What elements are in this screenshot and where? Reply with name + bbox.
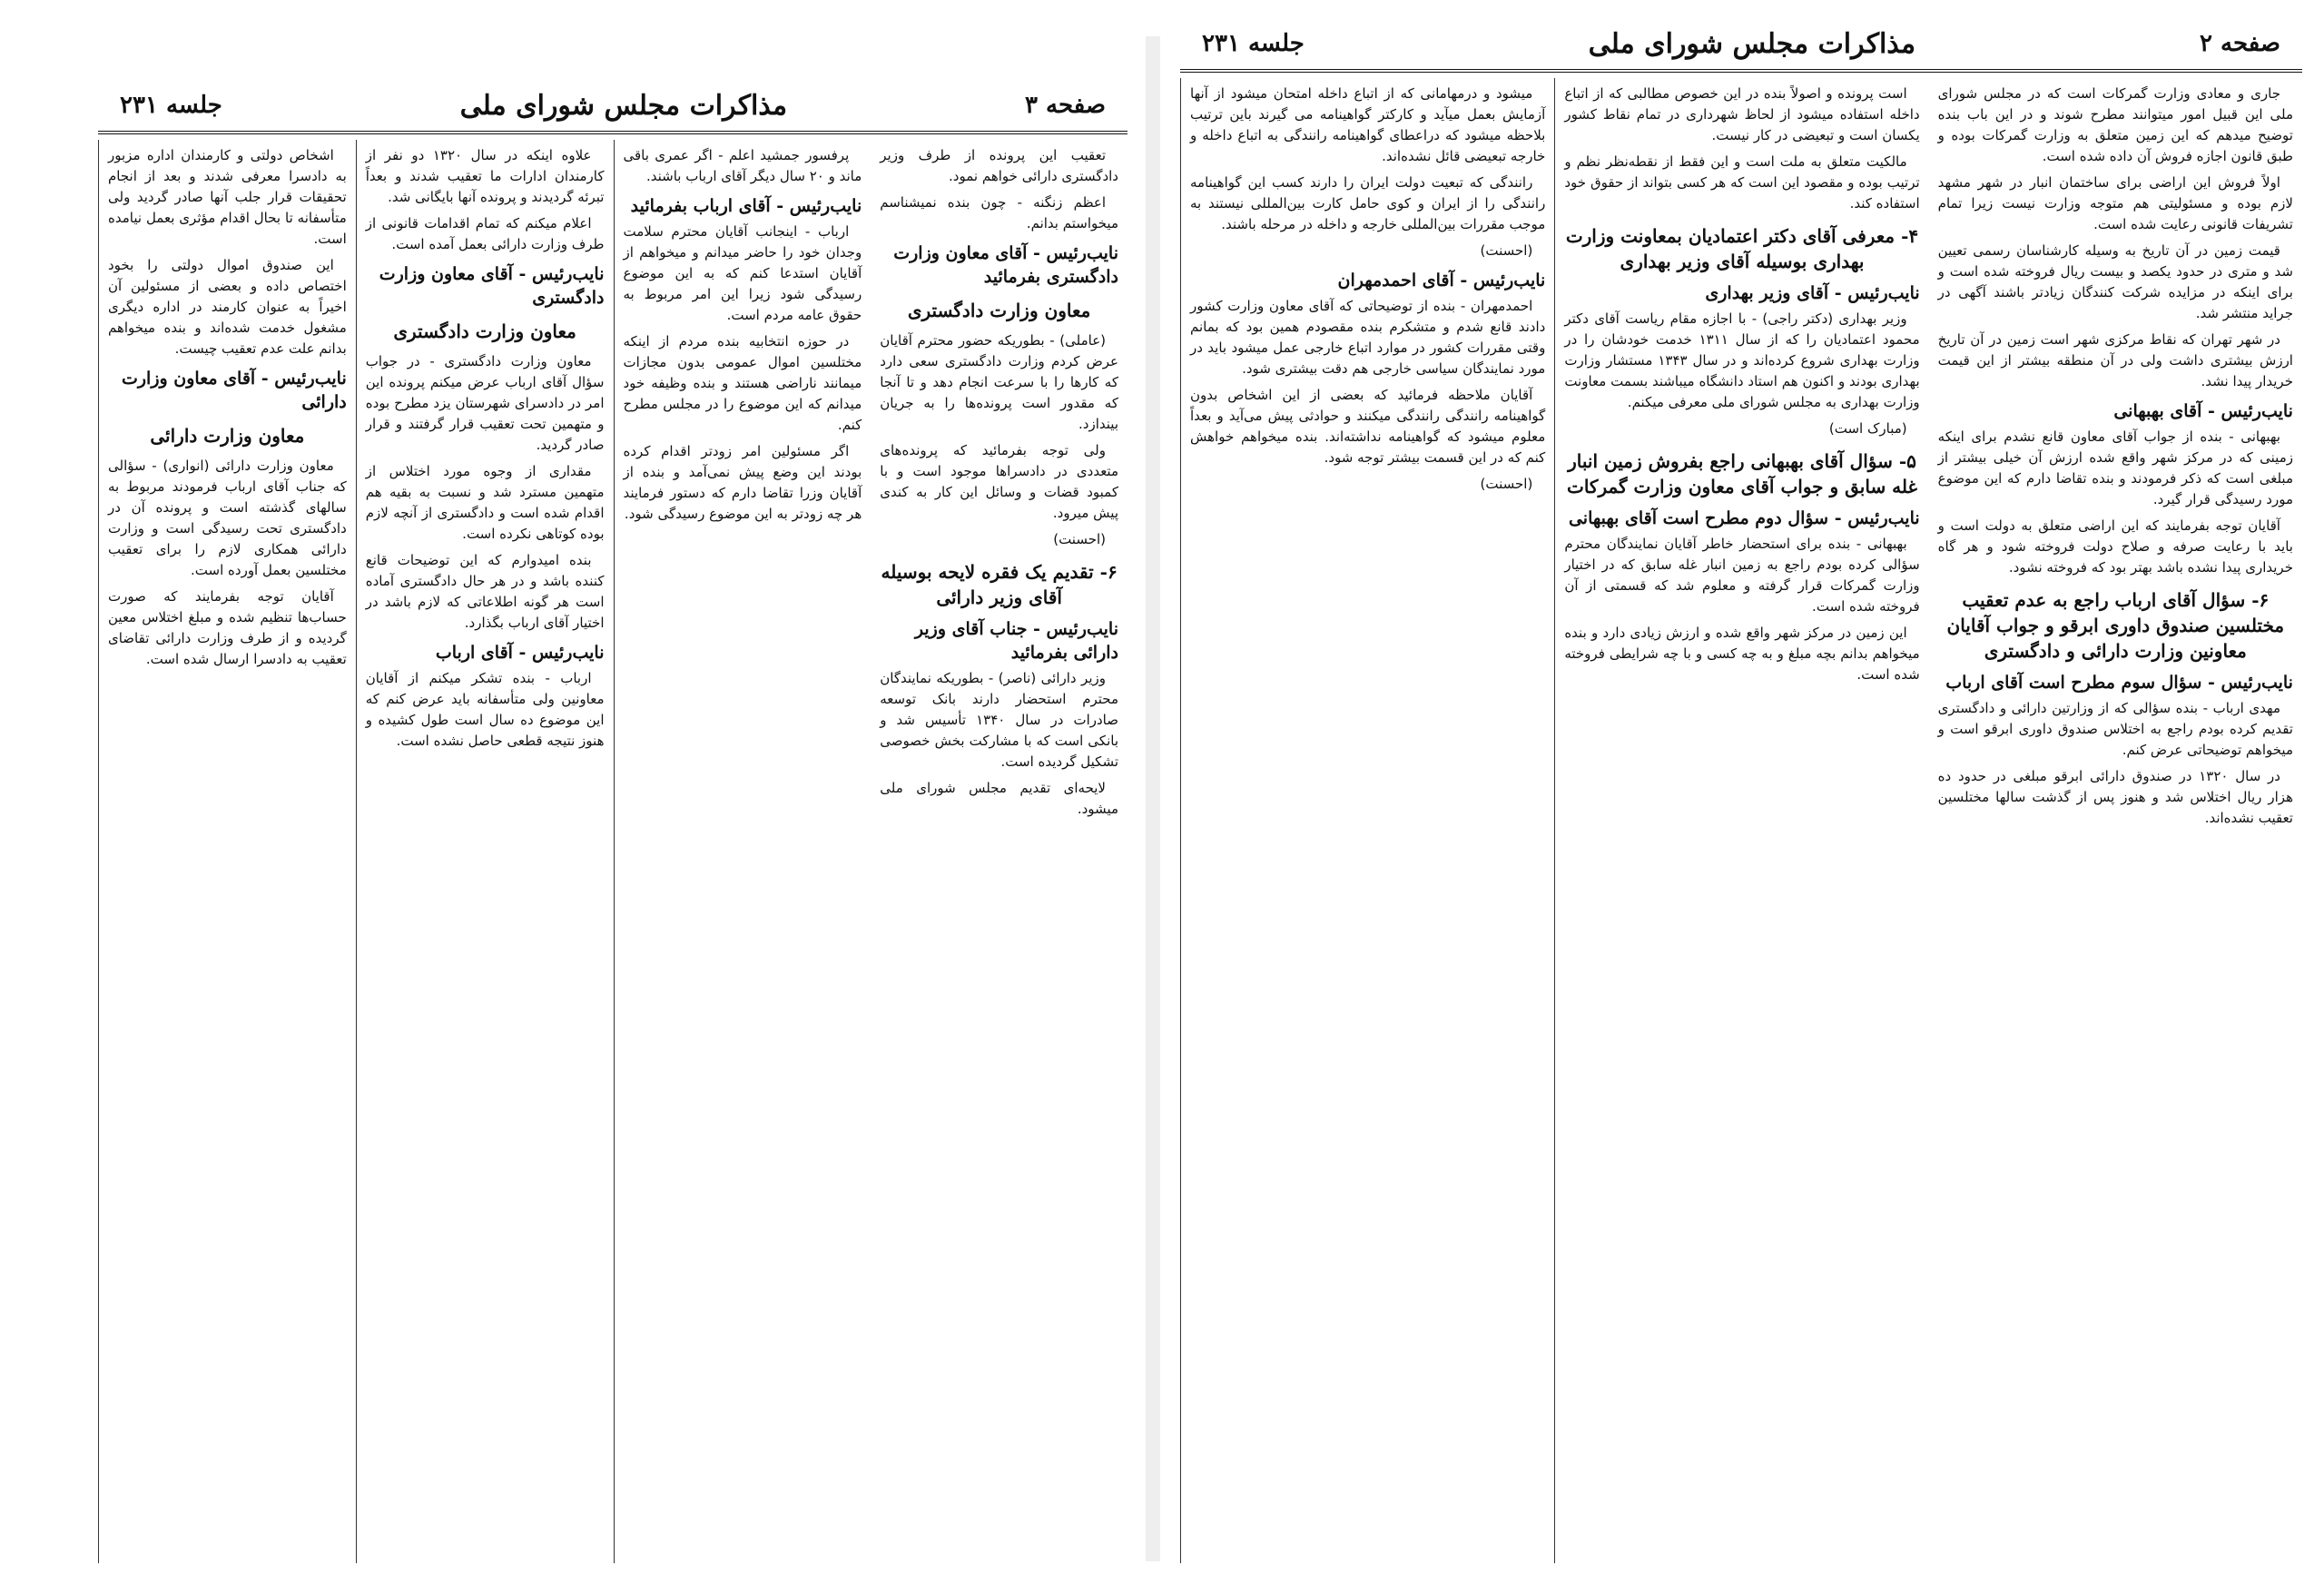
section-heading: معاون وزارت دادگستری — [393, 320, 576, 342]
paragraph: مقداری از وجوه مورد اختلاس از متهمین مسترد شد و نسبت به بقیه هم اقدام شده است و دادگستری از آنچه لازم بوده کوتاهی نکرده است. — [365, 463, 605, 542]
paragraph: ارباب - بنده تشکر میکنم از آقایان معاونین ولی متأسفانه باید عرض کنم که این موضوع ده سال است طول کشیده و هنوز نتیجه قطعی حاصل نشده است. — [365, 670, 605, 749]
paragraph: اشخاص دولتی و کارمندان اداره مزبور به دادسرا معرفی شدند و بعد از انجام تحقیقات قرار جلب آنها صادر گردید ولی متأسفانه تا بحال اقدام مؤثری بعمل نیامده است. — [108, 147, 347, 247]
paragraph: تعقیب این پرونده از طرف وزیر دادگستری دارائی خواهم نمود. — [880, 147, 1118, 184]
paragraph: مالکیت متعلق به ملت است و این فقط از نقطه‌نظر نظم و ترتیب بوده و مقصود این است که هر کسی بتواند از حقوق خود استفاده کند. — [1564, 153, 1920, 212]
section-heading: ۶- تقدیم یک فقره لایحه بوسیله آقای وزیر دارائی — [881, 561, 1118, 608]
speaker-label: نایب‌رئیس - آقای احمدمهران — [1337, 271, 1546, 290]
paragraph: احمدمهران - بنده از توضیحاتی که آقای معاون وزارت کشور دادند قانع شدم و متشکرم بنده مقصودم همین بود که بمانم وقتی مقررات کشور در موارد اتباع خارجی عمل میشود باید در مورد نمایندگان سیاسی خارجی هم دقت بیشتری شود. — [1190, 298, 1546, 377]
speaker-label: نایب‌رئیس - جناب آقای وزیر دارائی بفرمائید — [914, 619, 1118, 663]
paragraph: لایحه‌ای تقدیم مجلس شورای ملی میشود. — [880, 780, 1118, 817]
section-heading: معاون وزارت دارائی — [150, 425, 305, 447]
paragraph: مهدی ارباب - بنده سؤالی که از وزارتین دارائی و دادگستری تقدیم کرده بودم راجع به اختلاس صندوق داوری ابرقو است و میخواهم توضیحاتی عرض کنم. — [1937, 700, 2293, 758]
speaker-label: نایب‌رئیس - آقای ارباب بفرمائید — [630, 196, 862, 216]
paragraph: پرفسور جمشید اعلم - اگر عمری باقی ماند و ۲۰ سال دیگر آقای ارباب باشند. — [623, 147, 862, 184]
speaker-label: نایب‌رئیس - سؤال دوم مطرح است آقای بهبهانی — [1568, 508, 1920, 528]
paragraph: معاون وزارت دادگستری - در جواب سؤال آقای ارباب عرض میکنم پرونده این امر در دادسرای شهرستان یزد مطرح بوده و متهمین تحت تعقیب قرار گرفتند و قرار صادر گردید. — [365, 353, 605, 453]
section-heading: ۶- سؤال آقای ارباب راجع به عدم تعقیب مختلسین صندوق داوری ابرقو و جواب آقایان معاونین وزارت دارائی و دادگستری — [1946, 589, 2285, 662]
paragraph: این زمین در مرکز شهر واقع شده و ارزش زیادی دارد و بنده میخواهم بدانم بچه مبلغ و به چه کسی و با چه شرایطی فروخته شده است. — [1564, 625, 1920, 683]
paragraph: میشود و درمهامانی که از اتباع داخله امتحان میشود از آنها آزمایش بعمل میآید و کارکتر گواهینامه می گیرند باین ترتیب بلاحظه میشود که دراعطای گواهینامه رانندگی به اتباع داخله و خارجه تبعیضی قائل نشده‌اند. — [1190, 85, 1546, 164]
speaker-label: نایب‌رئیس - آقای معاون وزارت دادگستری بفرمائید — [893, 243, 1118, 287]
paragraph: است پرونده و اصولاً بنده در این خصوص مطالبی که از اتباع داخله استفاده میشود از لحاظ شهرداری در تمام نقاط کشور یکسان است و تبعیضی در کار نیست. — [1564, 85, 1920, 143]
column-1 — [1180, 78, 1554, 1563]
session-number: جلسه ۲۳۱ — [120, 92, 222, 119]
speaker-label: نایب‌رئیس - آقای ارباب — [435, 643, 605, 663]
section-heading: معاون وزارت دادگستری — [907, 300, 1091, 321]
paragraph: در حوزه انتخابیه بنده مردم از اینکه مختلسین اموال عمومی بدون مجازات میمانند ناراضی هستند و بنده وظیفه خود میدانم که این موضوع را در مجلس مطرح کنم. — [623, 333, 862, 433]
speaker-label: نایب‌رئیس - آقای معاون وزارت دارائی — [121, 369, 347, 412]
paragraph: علاوه اینکه در سال ۱۳۲۰ دو نفر از کارمندان ادارات ما تعقیب شدند و بعداً تبرئه گردیدند و پرونده آنها بایگانی شد. — [365, 147, 605, 205]
section-heading: ۵- سؤال آقای بهبهانی راجع بفروش زمین انبار غله سابق و جواب آقای معاون وزارت گمرکات — [1567, 450, 1917, 497]
column-2 — [1554, 78, 1928, 1563]
page-number: صفحه ۲ — [2200, 30, 2280, 57]
paragraph: در شهر تهران که نقاط مرکزی شهر است زمین در آن تاریخ ارزش بیشتری داشت ولی در آن منطقه بیشتر از این قیمت خریدار پیدا نشد. — [1937, 331, 2293, 389]
right-page — [1162, 0, 2324, 1585]
paragraph: آقایان توجه بفرمایند که این اراضی متعلق به دولت است و باید با رعایت صرفه و صلاح دولت فروخته شود و هر گاه خریداری پیدا نشده باشد بهتر بود که فروخته نشود. — [1937, 517, 2293, 576]
paragraph: آقایان ملاحظه فرمائید که بعضی از این اشخاص بدون گواهینامه رانندگی رانندگی میکنند و حوادثی پیش می‌آید و بعداً معلوم میشود که گواهینامه نداشته‌اند. بنده میخواهم خواهش کنم که در این قسمت بیشتر توجه شود. — [1190, 387, 1546, 466]
column-2 — [356, 140, 614, 1563]
paragraph: در سال ۱۳۲۰ در صندوق دارائی ابرقو مبلغی در حدود ده هزار ریال اختلاس شد و هنوز پس از گذشت سالها مختلسین تعقیب نشده‌اند. — [1937, 768, 2293, 826]
paragraph: این صندوق اموال دولتی را بخود اختصاص داده و بعضی از مسئولین آن اخیراً به عنوان کارمند در اداره دیگری مشغول خدمت شده‌اند و بنده میخواهم بدانم علت عدم تعقیب چیست. — [108, 257, 347, 357]
speaker-label: نایب‌رئیس - آقای بهبهانی — [2113, 401, 2293, 421]
column-4 — [871, 140, 1128, 1563]
paragraph: ارباب - اینجانب آقایان محترم سلامت وجدان خود را حاضر میدانم و میخواهم از آقایان استدعا کنم که به این موضوع رسیدگی شود زیرا این امر مربوط به حقوق عامه مردم است. — [623, 223, 862, 323]
paragraph: وزیر دارائی (ناصر) - بطوریکه نمایندگان محترم استحضار دارند بانک توسعه صادرات در سال ۱۳۴۰ تأسیس شد و بانکی است که با مشارکت بخش خصوصی تشکیل گردیده است. — [880, 670, 1118, 770]
column-3 — [614, 140, 872, 1563]
paragraph: اگر مسئولین امر زودتر اقدام کرده بودند این وضع پیش نمی‌آمد و بنده از آقایان وزرا تقاضا دارم که دستور فرمایند هر چه زودتر به این موضوع رسیدگی شود. — [623, 443, 862, 522]
paragraph: (مبارک است) — [1828, 420, 1907, 437]
speaker-label: نایب‌رئیس - سؤال سوم مطرح است آقای ارباب — [1945, 673, 2293, 693]
right-page-columns — [1180, 78, 2302, 1563]
speaker-label: نایب‌رئیس - آقای وزیر بهداری — [1705, 283, 1920, 303]
paragraph: بهبهانی - بنده از جواب آقای معاون قانع نشدم برای اینکه زمینی که در مرکز شهر واقع شده ارزش آن خیلی بیشتر از مبلغی است که ذکر فرمودند و بنده تقاضا دارم که این موضوع مورد رسیدگی قرار گیرد. — [1937, 428, 2293, 507]
paragraph: وزیر بهداری (دکتر راجی) - با اجازه مقام ریاست آقای دکتر محمود اعتمادیان را که از سال ۱۳۱۱ خدمت خودشان را در وزارت بهداری شروع کرده‌اند و در سال ۱۳۴۳ مستشار وزارت بهداری بودند و اکنون هم استاد دانشگاه میباشند بسمت معاونت وزارت بهداری به مجلس شورای ملی معرفی میکنم. — [1564, 310, 1920, 410]
left-page-columns — [98, 140, 1128, 1563]
section-heading: ۴- معرفی آقای دکتر اعتمادیان بمعاونت وزارت بهداری بوسیله آقای وزیر بهداری — [1565, 225, 1919, 272]
paragraph: آقایان توجه بفرمایند که صورت حساب‌ها تنظیم شده و مبلغ اختلاس معین گردیده و از طرف وزارت دارائی تقاضای تعقیب به دادسرا ارسال شده است. — [108, 588, 347, 667]
left-page — [0, 0, 1153, 1585]
paragraph: اولاً فروش این اراضی برای ساختمان انبار در شهر مشهد لازم بوده و مسئولیتی هم متوجه وزارت نیست زیرا تمام تشریفات قانونی رعایت شده است. — [1937, 174, 2293, 232]
paragraph: بنده امیدوارم که این توضیحات قانع کننده باشد و در هر حال دادگستری آماده است هر گونه اطلاعاتی که لازم باشد در اختیار آقای ارباب بگذارد. — [365, 552, 605, 631]
paragraph: (احسنت) — [1480, 242, 1533, 259]
speaker-label: نایب‌رئیس - آقای معاون وزارت دادگستری — [379, 264, 605, 308]
column-1 — [98, 140, 356, 1563]
paragraph: (عاملی) - بطوریکه حضور محترم آقایان عرض کردم وزارت دادگستری سعی دارد که کارها را با سرعت انجام دهد و تا آنجا که مقدور است پرونده‌ها را به جریان بیندازد. — [880, 332, 1118, 432]
column-3 — [1929, 78, 2302, 1563]
paragraph: بهبهانی - بنده برای استحضار خاطر آقایان نمایندگان محترم سؤالی کرده بودم راجع به زمین انبار غله سابق که در اختیار وزارت گمرکات قرار گرفته و معلوم شد که قسمتی از آن فروخته شده است. — [1564, 536, 1920, 615]
paragraph: معاون وزارت دارائی (انواری) - سؤالی که جناب آقای ارباب فرمودند مربوط به سالهای گذشته است و پرونده آن در دادگستری تحت رسیدگی است و وزارت دارائی همکاری لازم را برای تعقیب مختلسین بعمل آورده است. — [108, 458, 347, 578]
paragraph: ولی توجه بفرمائید که پرونده‌های متعددی در دادسراها موجود است و با کمبود قضات و وسائل این کار به کندی پیش میرود. — [880, 442, 1118, 521]
paragraph: اعظم زنگنه - چون بنده نمیشناسم میخواستم بدانم. — [880, 194, 1118, 231]
session-number: جلسه ۲۳۱ — [1202, 30, 1305, 57]
publication-title: مذاکرات مجلس شورای ملی — [459, 89, 788, 122]
paragraph: رانندگی که تبعیت دولت ایران را دارند کسب این گواهینامه رانندگی را از ایران و کوی حامل کارت بین‌المللی نیستند به موجب مقررات بین‌المللی خارجه و داخله در مرحله باشند. — [1190, 174, 1546, 232]
paragraph: جاری و معادی وزارت گمرکات است که در مجلس شورای ملی این قبیل امور میتوانند مطرح شوند و در این باب بنده توضیح میدهم که این زمین متعلق به وزارت گمرکات بوده و طبق قانون اجازه فروش آن داده شده است. — [1937, 85, 2293, 164]
paragraph: (احسنت) — [1053, 531, 1106, 547]
paragraph: (احسنت) — [1480, 476, 1533, 492]
paragraph: اعلام میکنم که تمام اقدامات قانونی از طرف وزارت دارائی بعمل آمده است. — [365, 215, 605, 252]
right-page-masthead — [1180, 18, 2302, 73]
left-page-masthead — [98, 80, 1128, 134]
page-number: صفحه ۳ — [1025, 92, 1106, 119]
publication-title: مذاکرات مجلس شورای ملی — [1588, 27, 1916, 60]
paragraph: قیمت زمین در آن تاریخ به وسیله کارشناسان رسمی تعیین شد و متری در حدود یکصد و بیست ریال فروخته شده است و برای اینکه در مزایده شرکت کنندگان زیادتر باشند آگهی در جراید منتشر شد. — [1937, 242, 2293, 321]
